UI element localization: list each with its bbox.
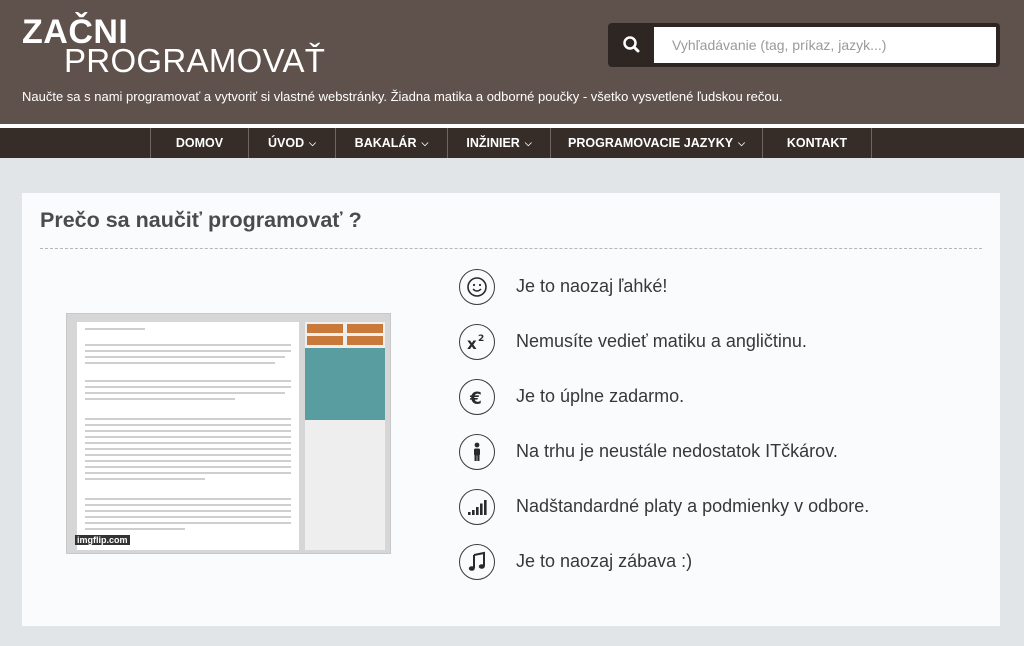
feature-item <box>459 487 979 527</box>
feature-item <box>459 432 979 472</box>
logo-line2[interactable]: PROGRAMOVAŤ <box>64 42 326 79</box>
superscript-icon <box>459 324 495 360</box>
euro-icon <box>459 379 495 415</box>
feature-text: Nemusíte vedieť matiku a angličtinu. <box>516 331 807 351</box>
feature-item <box>459 542 979 582</box>
chevron-down-icon: ⌵ <box>309 138 316 148</box>
nav-item-domov[interactable] <box>150 128 248 158</box>
person-icon <box>459 434 495 470</box>
svg-text:x: x <box>467 335 477 353</box>
preview-screenshot <box>66 313 391 554</box>
screenshot-page <box>77 322 299 550</box>
feature-text: Nadštandardné platy a podmienky v odbore. <box>516 496 870 516</box>
search-input[interactable] <box>654 27 996 63</box>
screenshot-sidebar <box>305 322 385 550</box>
nav-item-bakalar[interactable] <box>335 128 447 158</box>
feature-text: Je to naozaj ľahké! <box>516 276 668 296</box>
nav-item-inzinier[interactable] <box>447 128 550 158</box>
content-card <box>22 193 1000 626</box>
feature-text: Je to naozaj zábava :) <box>516 551 693 571</box>
search-icon[interactable] <box>608 23 654 67</box>
screenshot-watermark: imgflip.com <box>77 535 128 545</box>
nav-item-label: DOMOV <box>175 136 224 150</box>
feature-text: Je to úplne zadarmo. <box>516 386 685 406</box>
chevron-down-icon: ⌵ <box>524 138 532 148</box>
nav-item-label: BAKALÁR <box>354 136 417 150</box>
chevron-down-icon: ⌵ <box>421 138 429 148</box>
nav-item-programovacie-jazyky[interactable] <box>550 128 762 158</box>
feature-text: Na trhu je neustále nedostatok ITčkárov. <box>516 441 838 461</box>
logo-line1[interactable]: ZAČNI <box>22 13 129 51</box>
nav-item-label: INŽINIER <box>466 136 520 150</box>
title-divider <box>40 248 982 249</box>
nav-item-label: PROGRAMOVACIE JAZYKY <box>568 136 734 150</box>
main-nav <box>0 128 1024 158</box>
svg-text:€: € <box>470 389 482 408</box>
nav-item-label: KONTAKT <box>786 136 848 150</box>
feature-item <box>459 322 979 362</box>
feature-item <box>459 377 979 417</box>
music-note-icon <box>459 544 495 580</box>
smiley-icon <box>459 269 495 305</box>
nav-item-kontakt[interactable] <box>762 128 872 158</box>
chevron-down-icon: ⌵ <box>738 138 745 148</box>
site-tagline: Naučte sa s nami programovať a vytvoriť si vlastné webstránky. Žiadna matika a odborné poučky - všetko vysvetlené ľudskou rečou. <box>22 89 783 104</box>
svg-text:2: 2 <box>478 334 485 344</box>
nav-item-uvod[interactable] <box>248 128 335 158</box>
nav-item-label: ÚVOD <box>268 136 305 150</box>
feature-item <box>459 267 979 307</box>
signal-bars-icon <box>459 489 495 525</box>
page-title: Prečo sa naučiť programovať ? <box>40 208 362 232</box>
